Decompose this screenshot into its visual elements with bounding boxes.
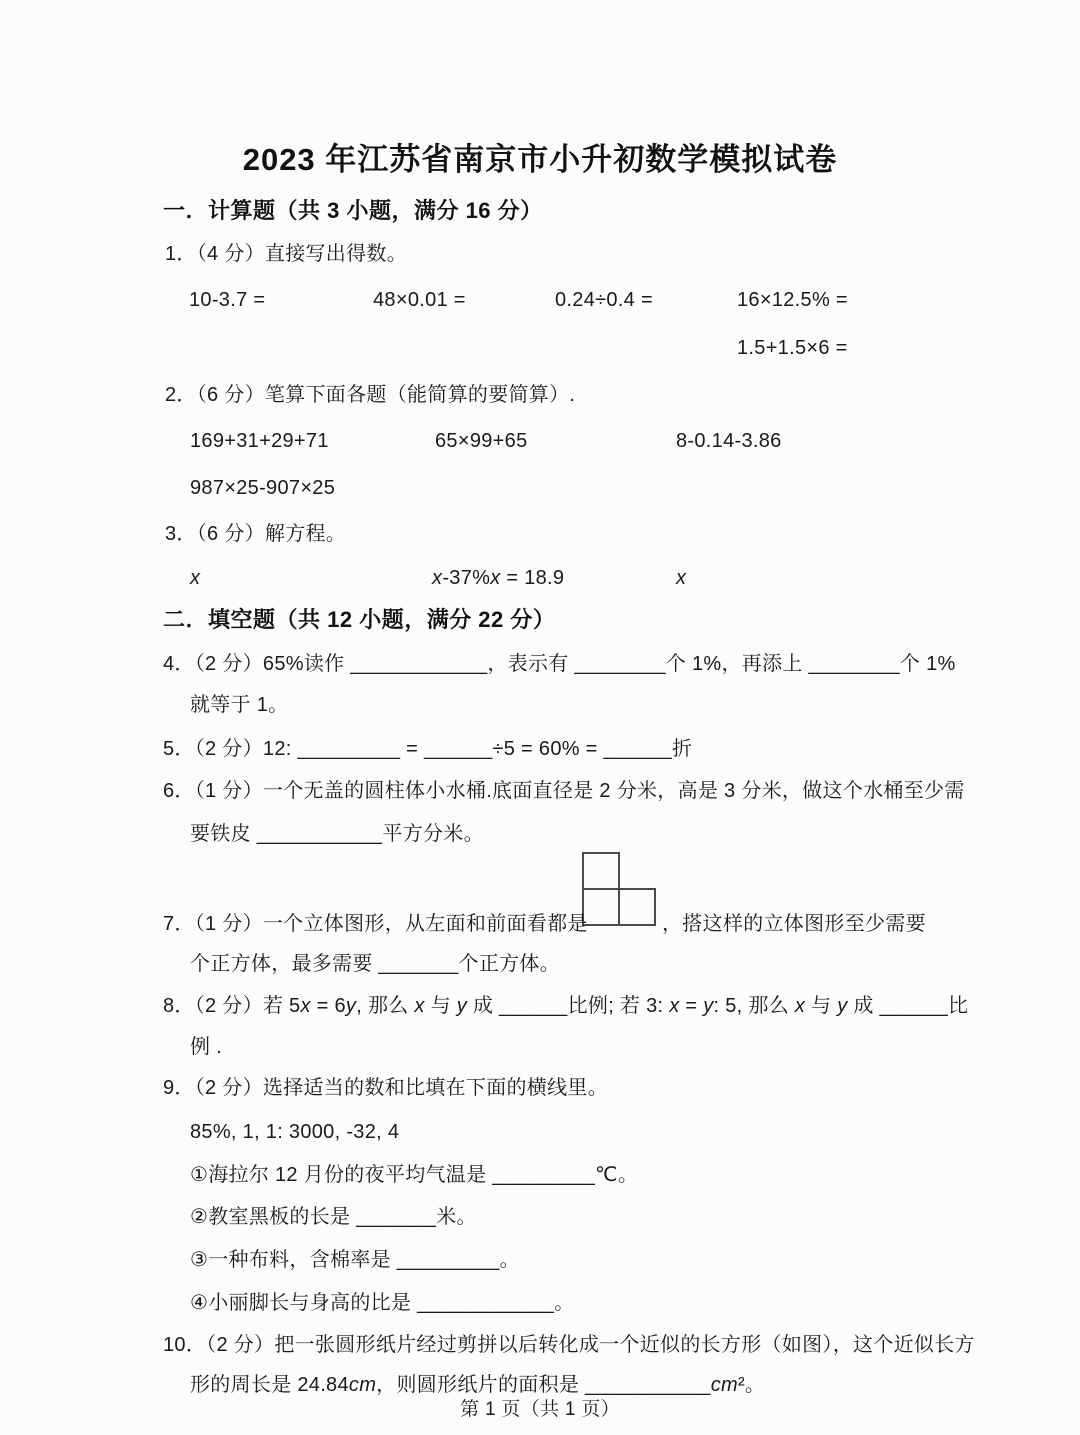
section-1-heading: 一．计算题（共 3 小题，满分 16 分） xyxy=(163,198,543,223)
q1-expr-5: 1.5+1.5×6 = xyxy=(737,337,848,359)
q9-item-1: ①海拉尔 12 月份的夜平均气温是 _________℃。 xyxy=(190,1164,639,1186)
q2-expr-2: 65×99+65 xyxy=(435,430,528,452)
q2-expr-3: 8-0.14-3.86 xyxy=(676,430,782,452)
q10-line-2: 形的周长是 24.84cm，则圆形纸片的面积是 ___________cm²。 xyxy=(190,1374,766,1396)
figure-square-top-left xyxy=(582,852,620,890)
q1-expr-1: 10-3.7 = xyxy=(189,289,266,311)
q5-line: 5．（2 分）12: _________ = ______÷5 = 60% = ______折 xyxy=(163,738,693,760)
q10-line-1: 10．（2 分）把一张圆形纸片经过剪拼以后转化成一个近似的长方形（如图），这个近似长方 xyxy=(163,1334,975,1356)
q7-line-1-right: ，搭这样的立体图形至少需要 xyxy=(662,913,926,935)
q8-line-2: 例 . xyxy=(190,1036,223,1058)
q6-line-1: 6．（1 分）一个无盖的圆柱体小水桶.底面直径是 2 分米，高是 3 分米，做这个水桶至少需 xyxy=(163,780,965,802)
q1-stem: 1．（4 分）直接写出得数。 xyxy=(165,243,408,265)
q6-line-2: 要铁皮 ___________平方分米。 xyxy=(190,823,484,845)
q7-line-2: 个正方体，最多需要 _______个正方体。 xyxy=(190,953,561,975)
section-2-heading: 二．填空题（共 12 小题，满分 22 分） xyxy=(163,607,556,632)
q1-expr-4: 16×12.5% = xyxy=(737,289,848,311)
q7-line-1-left: 7．（1 分）一个立体图形，从左面和前面看都是 xyxy=(163,913,588,935)
q4-line-1: 4．（2 分）65%读作 ____________，表示有 ________个 1%，再添上 ________个 1% xyxy=(163,653,956,675)
exam-title: 2023 年江苏省南京市小升初数学模拟试卷 xyxy=(242,142,838,177)
q3-expr-1: x xyxy=(190,567,201,589)
q2-stem: 2．（6 分）笔算下面各题（能简算的要简算）. xyxy=(165,384,576,406)
q9-item-4: ④小丽脚长与身高的比是 ____________。 xyxy=(190,1292,575,1314)
page-footer: 第 1 页（共 1 页） xyxy=(460,1399,620,1420)
q9-item-2: ②教室黑板的长是 _______米。 xyxy=(190,1206,477,1228)
q9-options: 85%, 1, 1: 3000, -32, 4 xyxy=(190,1121,400,1143)
q2-expr-4: 987×25-907×25 xyxy=(190,477,336,499)
q9-item-3: ③一种布料，含棉率是 _________。 xyxy=(190,1249,520,1271)
q8-line-1: 8．（2 分）若 5x = 6y, 那么 x 与 y 成 ______比例; 若 3: x = y: 5, 那么 x 与 y 成 ______比 xyxy=(163,995,969,1017)
q3-expr-3: x xyxy=(676,567,687,589)
q2-expr-1: 169+31+29+71 xyxy=(190,430,329,452)
figure-square-bottom-right xyxy=(618,888,656,926)
q1-expr-2: 48×0.01 = xyxy=(373,289,466,311)
q4-line-2: 就等于 1。 xyxy=(190,694,289,716)
q7-view-figure xyxy=(582,852,660,926)
q3-expr-2: x-37%x = 18.9 xyxy=(432,567,565,589)
q9-stem: 9．（2 分）选择适当的数和比填在下面的横线里。 xyxy=(163,1077,609,1099)
q1-expr-3: 0.24÷0.4 = xyxy=(555,289,653,311)
q3-stem: 3．（6 分）解方程。 xyxy=(165,523,347,545)
